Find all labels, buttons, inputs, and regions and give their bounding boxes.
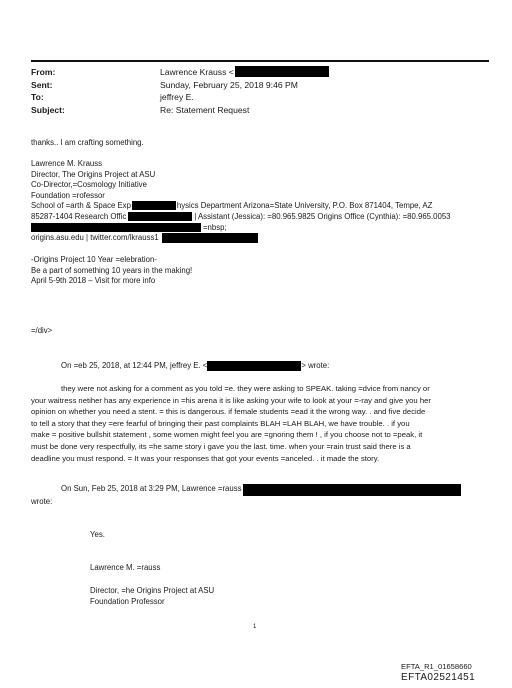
signature-line: Director, The Origins Project at ASU xyxy=(31,169,156,179)
quote2-signature-name: Lawrence M. =rauss xyxy=(90,563,161,572)
redaction-box xyxy=(128,212,192,221)
signature-phones: 85287-1404 Research Offic | Assistant (Jessica): =80.965.9825 Origins Office (Cynthia): =80.965.0053 xyxy=(31,211,451,221)
to-label: To: xyxy=(31,92,44,102)
signature-nbsp-line: =nbsp; xyxy=(31,223,451,234)
reply-body xyxy=(31,138,144,149)
subject-label: Subject: xyxy=(31,104,65,115)
redaction-box xyxy=(31,223,201,232)
subject-row xyxy=(31,104,491,117)
quote1-line: your waitress netiher has any experience in =his arena it is like asking your wife to look at your =-ray and give you her xyxy=(31,395,431,405)
sent-label: Sent: xyxy=(31,79,53,90)
quote1-body-cont xyxy=(31,395,431,465)
promo-line: April 5-9th 2018 – Visit for more info xyxy=(31,276,156,286)
email-header xyxy=(31,66,491,116)
redaction-box xyxy=(162,233,258,243)
promo-line: Be a part of something 10 years in the making! xyxy=(31,265,193,275)
to-value: jeffrey E. xyxy=(160,92,194,102)
redaction-box xyxy=(207,361,301,371)
redaction-box xyxy=(132,201,176,210)
sent-value: Sunday, February 25, 2018 9:46 PM xyxy=(160,79,298,90)
quote1-line: opinion on whether you need a stent. = this is dangerous. if female students =ead it the wrong way. . and five decide xyxy=(31,407,426,417)
signature-block xyxy=(31,159,451,244)
quote2-wrote: wrote: xyxy=(31,497,53,506)
quote1-line: must be done very respectfully, its =he same story i gave you the last. time. when your =rain trust said there is a xyxy=(31,441,411,451)
to-row xyxy=(31,91,491,104)
signature-links: origins.asu.edu | twitter.com/lkrauss1 xyxy=(31,233,451,244)
quote1-body xyxy=(61,383,430,395)
footer-id-large: EFTA02521451 xyxy=(401,672,476,683)
quote2-yes: Yes. xyxy=(90,530,105,539)
quote1-line: make = positive bullshit statement , some women might feel you are =gnoring them ! , if you choose not to =peak, it xyxy=(31,430,423,440)
quote1-line: deadline you must respond. = It was your responses that got your events =anceled. . it made the story. xyxy=(31,453,380,463)
redaction-box xyxy=(243,484,461,496)
from-label: From: xyxy=(31,67,56,77)
signature-address: School of =arth & Space Exp hysics Department Arizona=State University, P.O. Box 871404, Tempe, AZ xyxy=(31,201,433,211)
quote1-intro: On =eb 25, 2018, at 12:44 PM, jeffrey E. < > wrote: xyxy=(61,361,330,370)
quote2-intro: On Sun, Feb 25, 2018 at 3:29 PM, Lawrence =rauss xyxy=(61,484,461,495)
from-value: Lawrence Krauss < xyxy=(160,66,329,79)
signature-line: Foundation =rofessor xyxy=(31,190,105,200)
quote1-line: to tell a story that they =ere fearful of bringing their past complaints BLAH =LAH BLAH, we have trouble. . if you xyxy=(31,418,410,428)
reply-line: thanks.. I am crafting something. xyxy=(31,138,144,147)
header-rule xyxy=(31,60,489,62)
from-row xyxy=(31,66,491,79)
signature-line: Co-Director,=Cosmology Initiative xyxy=(31,180,147,190)
quote2-signature-title: Director, =he Origins Project at ASU Foundation Professor xyxy=(90,586,215,606)
redaction-box xyxy=(235,66,329,77)
quote1-line: they were not asking for a comment as you told =e. they were asking to SPEAK. taking =dvice from nancy or xyxy=(61,384,430,393)
footer-id-small: EFTA_R1_01658660 xyxy=(401,662,472,671)
promo-block xyxy=(31,255,192,287)
page-number: 1 xyxy=(253,624,257,630)
subject-value: Re: Statement Request xyxy=(160,104,250,115)
div-close-text: =/div> xyxy=(31,326,53,335)
signature-name: Lawrence M. Krauss xyxy=(31,159,103,168)
sent-row xyxy=(31,79,491,92)
promo-line: -Origins Project 10 Year =elebration- xyxy=(31,255,157,264)
